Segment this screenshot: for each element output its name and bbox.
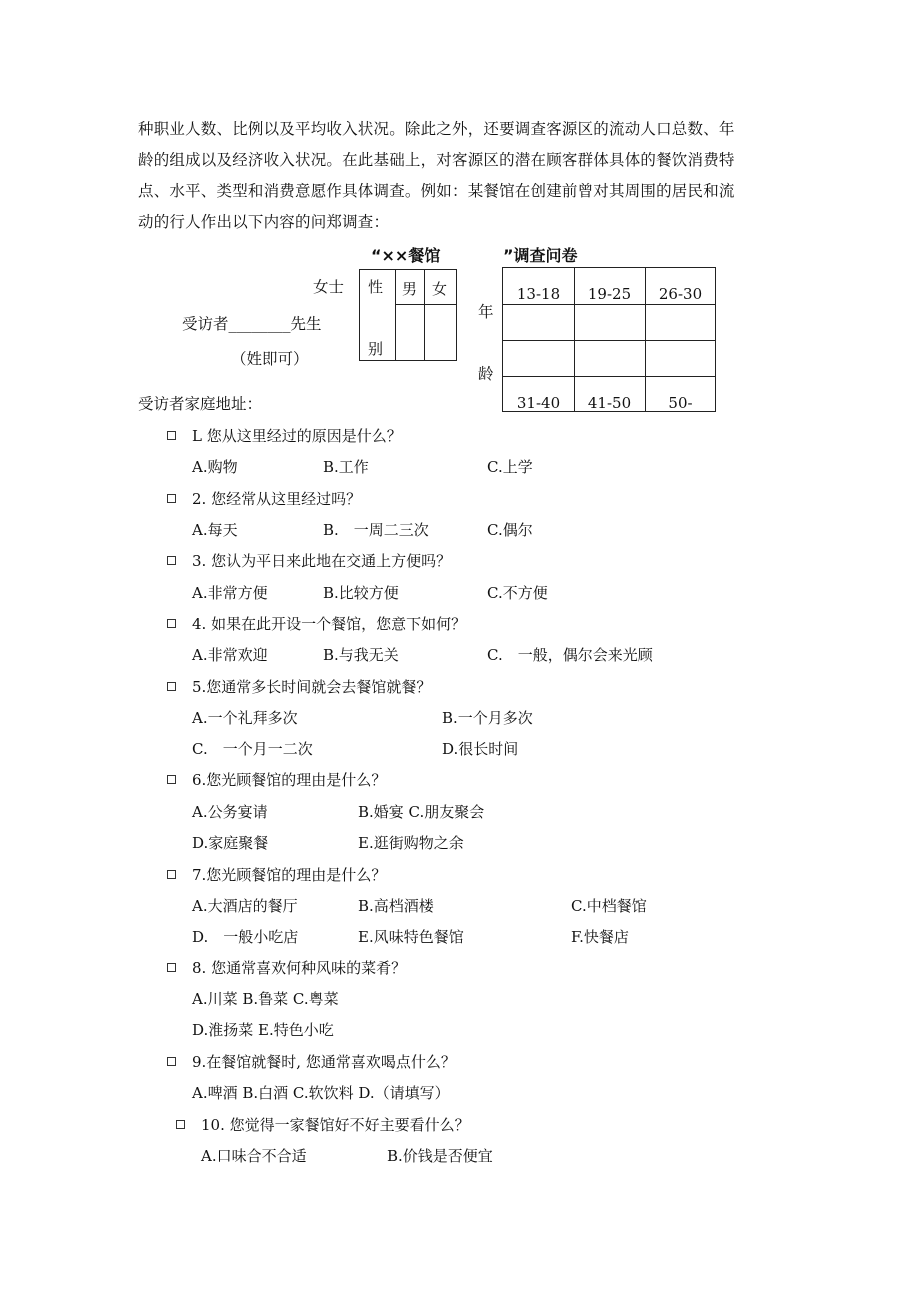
question-6 bbox=[167, 769, 386, 790]
option: B.一个月多次 bbox=[442, 709, 533, 727]
option: D.淮扬菜 E.特色小吃 bbox=[192, 1021, 334, 1039]
question-2 bbox=[167, 488, 361, 509]
question-text: 4. 如果在此开设一个餐馆，您意下如何？ bbox=[192, 615, 467, 633]
question-text: 3. 您认为平日来此地在交通上方便吗？ bbox=[192, 552, 452, 570]
survey-title-left: “××餐馆 bbox=[371, 246, 441, 265]
question-7 bbox=[167, 864, 386, 885]
option: D.很长时间 bbox=[442, 740, 519, 758]
checkbox-icon[interactable] bbox=[167, 775, 176, 784]
address-label: 受访者家庭地址： bbox=[138, 395, 263, 413]
option: E.逛街购物之余 bbox=[358, 834, 464, 852]
option: A.口味合不合适 bbox=[201, 1147, 307, 1165]
option: A.啤酒 B.白酒 C.软饮料 D.（请填写） bbox=[192, 1084, 450, 1102]
intro-line: 种职业人数、比例以及平均收入状况。除此之外，还要调查客源区的流动人口总数、年 bbox=[138, 120, 735, 138]
checkbox-icon[interactable] bbox=[167, 431, 176, 440]
option: B.高档酒楼 bbox=[358, 897, 434, 915]
respondent-name-label: 受访者________先生 bbox=[182, 315, 322, 333]
option: C. 一般，偶尔会来光顾 bbox=[487, 646, 653, 664]
option: A.每天 bbox=[192, 521, 238, 539]
option: D.家庭聚餐 bbox=[192, 834, 269, 852]
question-text: 6.您光顾餐馆的理由是什么？ bbox=[192, 771, 387, 789]
option: A.川菜 B.鲁菜 C.粤菜 bbox=[192, 990, 339, 1008]
option: D. 一般小吃店 bbox=[192, 928, 299, 946]
option: E.风味特色餐馆 bbox=[358, 928, 464, 946]
checkbox-icon[interactable] bbox=[167, 556, 176, 565]
option: C.偶尔 bbox=[487, 521, 533, 539]
checkbox-icon[interactable] bbox=[167, 963, 176, 972]
age-cell: 13-18 bbox=[516, 285, 561, 303]
intro-line: 龄的组成以及经济收入状况。在此基础上，对客源区的潜在顾客群体具体的餐饮消费特 bbox=[138, 151, 735, 169]
gender-table bbox=[359, 269, 457, 361]
checkbox-icon[interactable] bbox=[167, 1057, 176, 1066]
option: F.快餐店 bbox=[571, 928, 629, 946]
option: B.与我无关 bbox=[323, 646, 399, 664]
option: B.工作 bbox=[323, 458, 369, 476]
question-text: L 您从这里经过的原因是什么？ bbox=[192, 427, 402, 445]
question-1 bbox=[167, 425, 402, 446]
female-label: 女 bbox=[432, 280, 448, 298]
option: A.大酒店的餐厅 bbox=[192, 897, 298, 915]
intro-line: 动的行人作出以下内容的问郑调查： bbox=[138, 213, 390, 231]
checkbox-icon[interactable] bbox=[167, 870, 176, 879]
intro-paragraph bbox=[138, 114, 788, 238]
option: C.不方便 bbox=[487, 584, 548, 602]
age-cell: 50- bbox=[668, 394, 693, 412]
age-cell: 19-25 bbox=[587, 285, 632, 303]
checkbox-icon[interactable] bbox=[167, 619, 176, 628]
option: C. 一个月一二次 bbox=[192, 740, 313, 758]
question-10 bbox=[176, 1114, 470, 1135]
checkbox-icon[interactable] bbox=[167, 682, 176, 691]
survey-title-right: ”调查问卷 bbox=[503, 246, 578, 265]
option: A.一个礼拜多次 bbox=[192, 709, 298, 727]
male-label: 男 bbox=[402, 280, 418, 298]
option: A.非常方便 bbox=[192, 584, 268, 602]
option: A.公务宴请 bbox=[192, 803, 268, 821]
age-cell: 31-40 bbox=[516, 394, 561, 412]
option: B. 一周二三次 bbox=[323, 521, 429, 539]
age-label-bottom: 龄 bbox=[478, 365, 494, 383]
question-5 bbox=[167, 676, 431, 697]
ms-label: 女士 bbox=[313, 278, 345, 296]
question-9 bbox=[167, 1051, 456, 1072]
option: A.购物 bbox=[192, 458, 238, 476]
age-cell: 41-50 bbox=[587, 394, 632, 412]
option: B.婚宴 C.朋友聚会 bbox=[358, 803, 485, 821]
question-text: 2. 您经常从这里经过吗？ bbox=[192, 490, 362, 508]
checkbox-icon[interactable] bbox=[167, 494, 176, 503]
option: B.比较方便 bbox=[323, 584, 399, 602]
question-3 bbox=[167, 550, 451, 571]
option: C.中档餐馆 bbox=[571, 897, 647, 915]
age-table bbox=[502, 267, 716, 412]
question-4 bbox=[167, 613, 466, 634]
checkbox-icon[interactable] bbox=[176, 1120, 185, 1129]
intro-line: 点、水平、类型和消费意愿作具体调查。例如：某餐馆在创建前曾对其周围的居民和流 bbox=[138, 182, 735, 200]
question-text: 7.您光顾餐馆的理由是什么？ bbox=[192, 866, 387, 884]
question-text: 8. 您通常喜欢何种风味的菜肴？ bbox=[192, 959, 407, 977]
question-text: 5.您通常多长时间就会去餐馆就餐？ bbox=[192, 678, 432, 696]
question-text: 10. 您觉得一家餐馆好不好主要看什么？ bbox=[201, 1116, 470, 1134]
gender-label-bottom: 别 bbox=[368, 340, 384, 358]
question-text: 9.在餐馆就餐时, 您通常喜欢喝点什么？ bbox=[192, 1053, 456, 1071]
age-cell: 26-30 bbox=[658, 285, 703, 303]
age-label-top: 年 bbox=[478, 303, 494, 321]
question-8 bbox=[167, 957, 406, 978]
option: C.上学 bbox=[487, 458, 533, 476]
option: A.非常欢迎 bbox=[192, 646, 268, 664]
option: B.价钱是否便宜 bbox=[387, 1147, 493, 1165]
gender-label-top: 性 bbox=[368, 278, 384, 296]
name-hint: （姓即可） bbox=[231, 350, 309, 368]
